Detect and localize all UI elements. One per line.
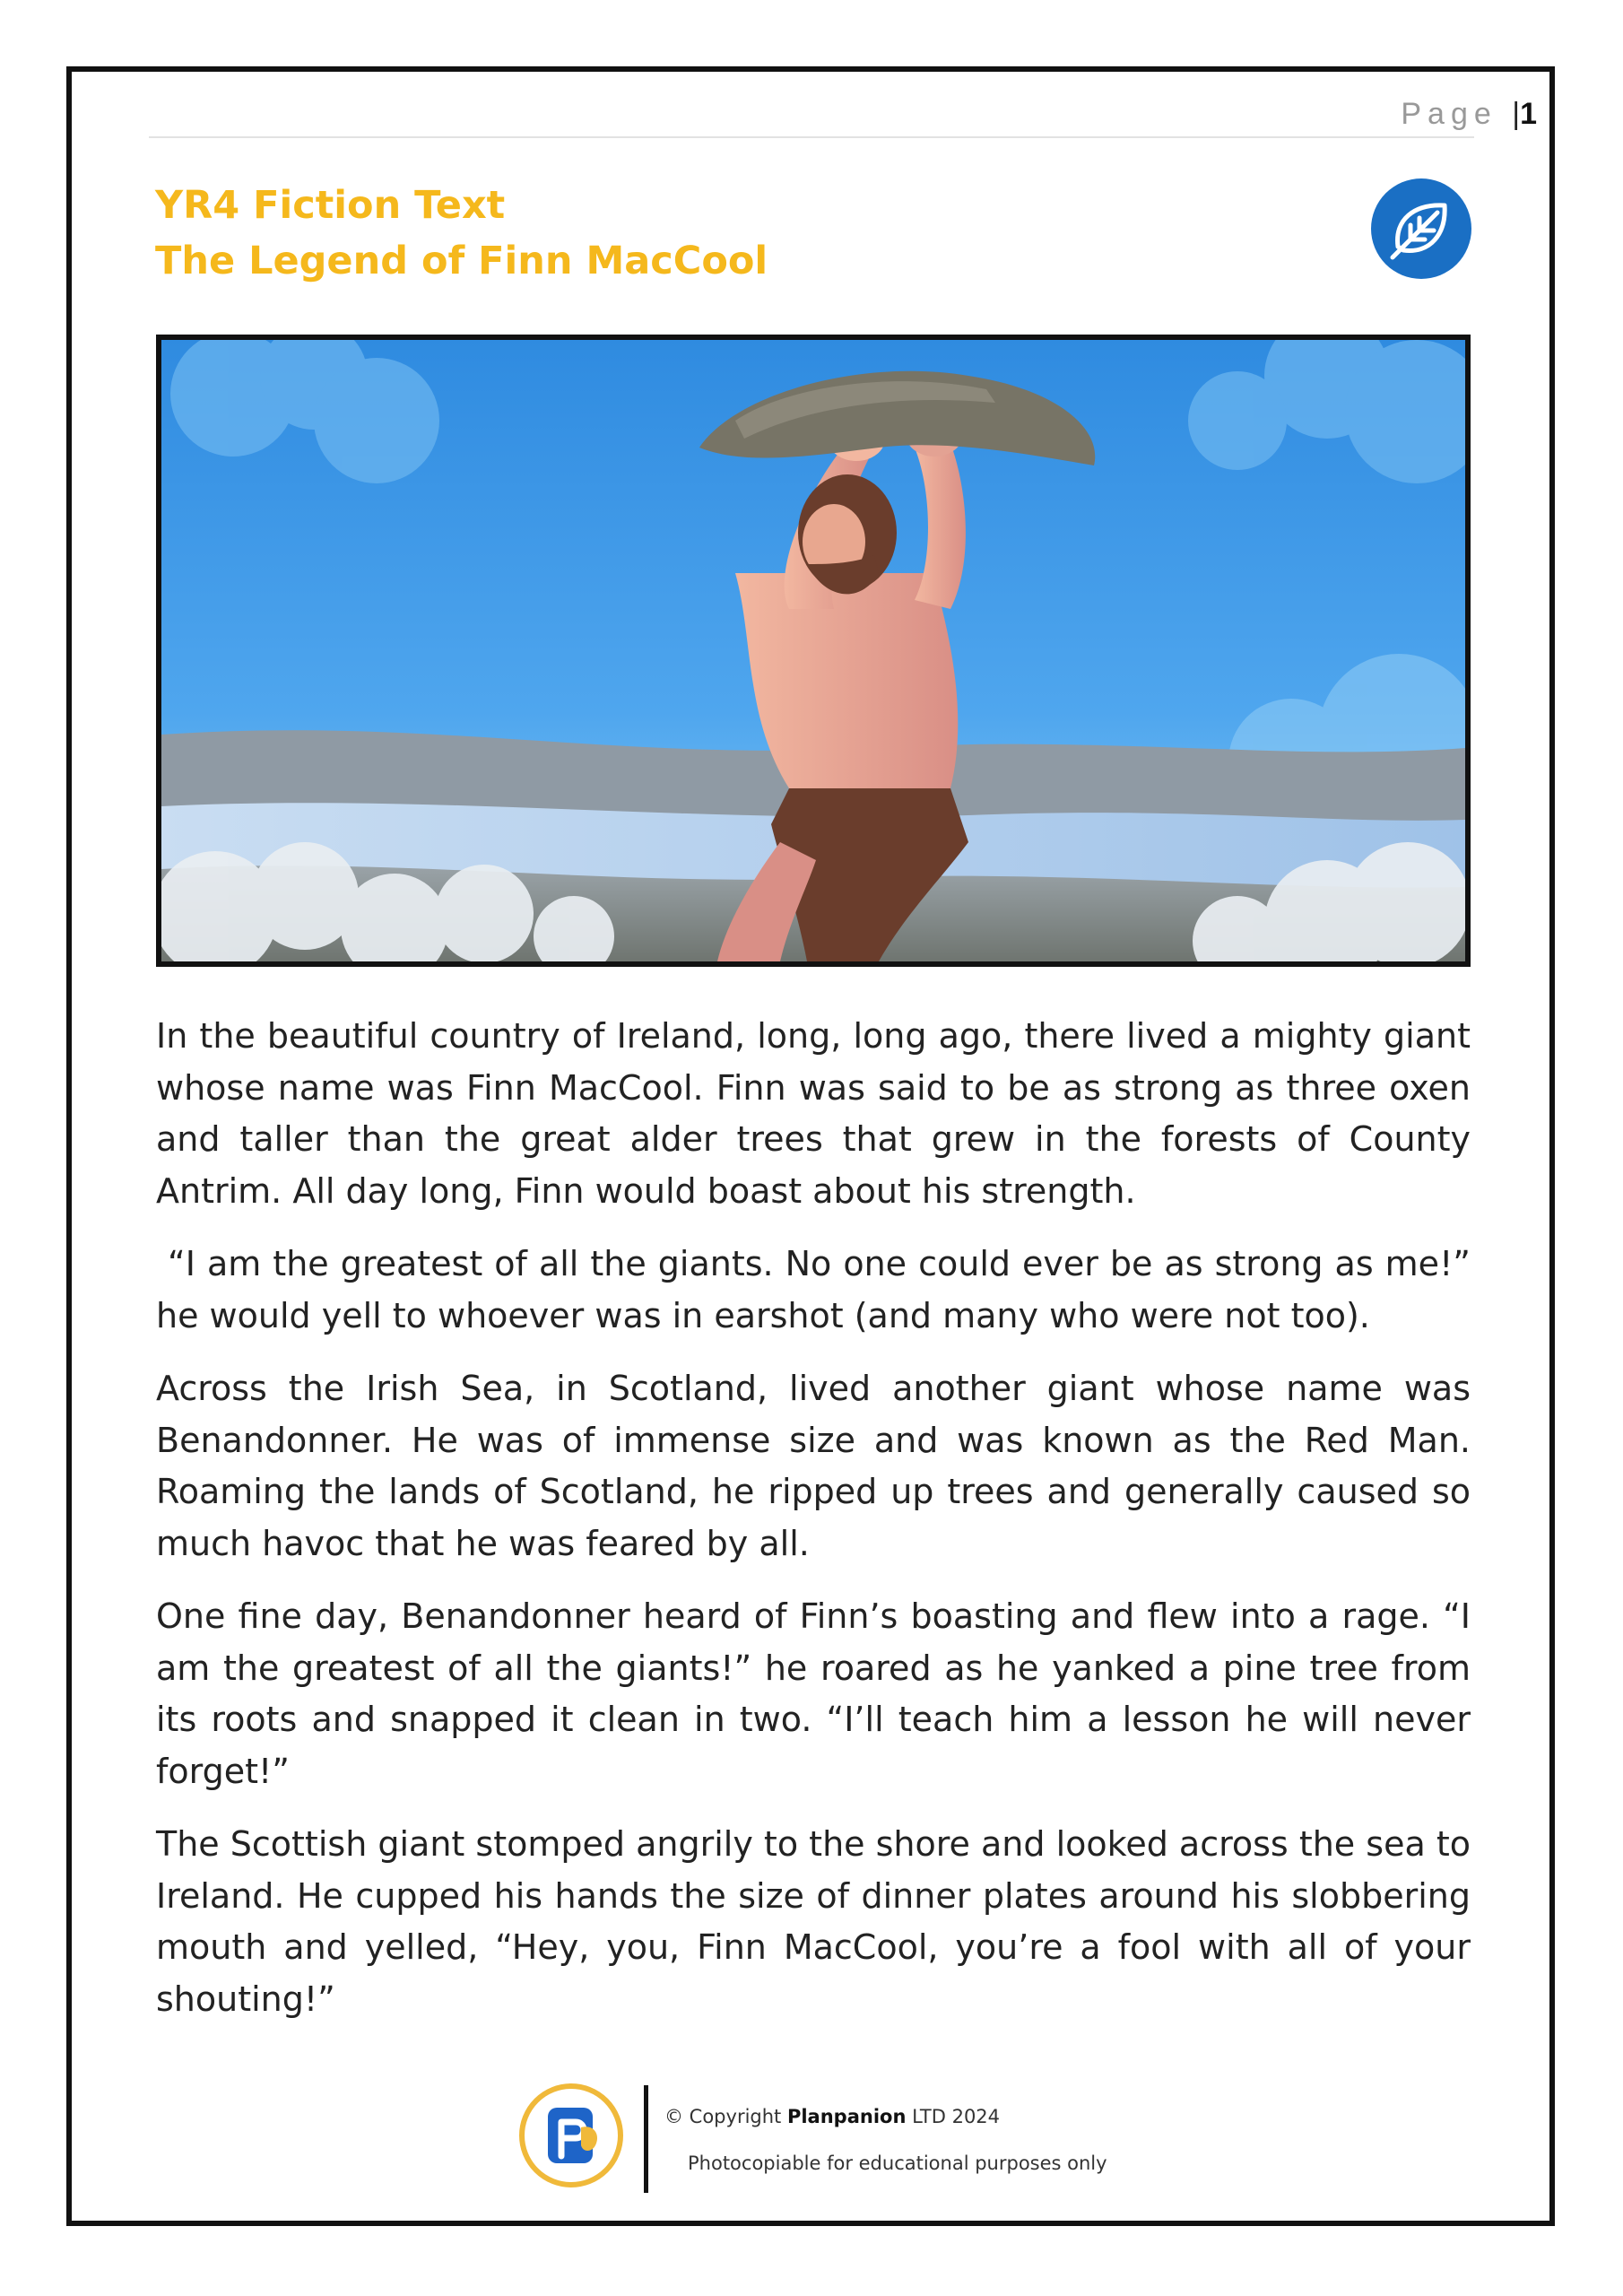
title-line-1: YR4 Fiction Text (155, 183, 506, 228)
story-text (156, 1011, 1482, 2047)
planpanion-logo (518, 2083, 624, 2188)
story-paragraph: One fine day, Benandonner heard of Finn’s boasting and flew into a rage. “I am the greatest of all the giants!” he roared as he yanked a pine tree from its roots and snapped it clean in two. “I’ll teach him a lesson he will never forget!” (156, 1596, 1471, 1791)
copyright-prefix: © Copyright (664, 2106, 787, 2127)
copyright-suffix: LTD 2024 (906, 2106, 1001, 2127)
page-number (1401, 97, 1537, 132)
title-line-2: The Legend of Finn MacCool (155, 239, 768, 283)
page-number-value: 1 (1520, 97, 1537, 131)
story-illustration (156, 335, 1471, 967)
header-rule (149, 136, 1474, 138)
giant-lifting-rock-illustration (161, 340, 1465, 961)
brand-name: Planpanion (786, 2106, 907, 2127)
story-paragraph: In the beautiful country of Ireland, long, long ago, there lived a mighty giant whose name was Finn MacCool. Finn was said to be as strong as three oxen and taller than the great alder trees that grew in the forests of County Antrim. All day long, Finn would boast about his strength. (156, 1016, 1471, 1211)
footer-copyright (664, 2106, 1000, 2127)
page-title (155, 178, 768, 289)
story-paragraph: Across the Irish Sea, in Scotland, lived another giant whose name was Benandonner. He was of immense size and was known as the Red Man. Roaming the lands of Scotland, he ripped up trees and generally caused so much havoc that he was feared by all. (156, 1369, 1471, 1563)
story-paragraph: “I am the greatest of all the giants. No one could ever be as strong as me!” he would yell to whoever was in earshot (and many who were not too). (156, 1244, 1482, 1335)
leaf-badge (1371, 178, 1471, 279)
leaf-icon (1371, 178, 1471, 279)
page-label: Page (1401, 97, 1497, 131)
footer-divider (644, 2085, 648, 2193)
page-separator: | (1512, 97, 1521, 131)
story-paragraph: The Scottish giant stomped angrily to the shore and looked across the sea to Ireland. He cupped his hands the size of dinner plates around his slobbering mouth and yelled, “Hey, you, Finn MacCool, you’re a fool with all of your shouting!” (156, 1824, 1471, 2019)
footer-note: Photocopiable for educational purposes only (688, 2152, 1107, 2174)
planpanion-logo-icon (518, 2083, 624, 2188)
